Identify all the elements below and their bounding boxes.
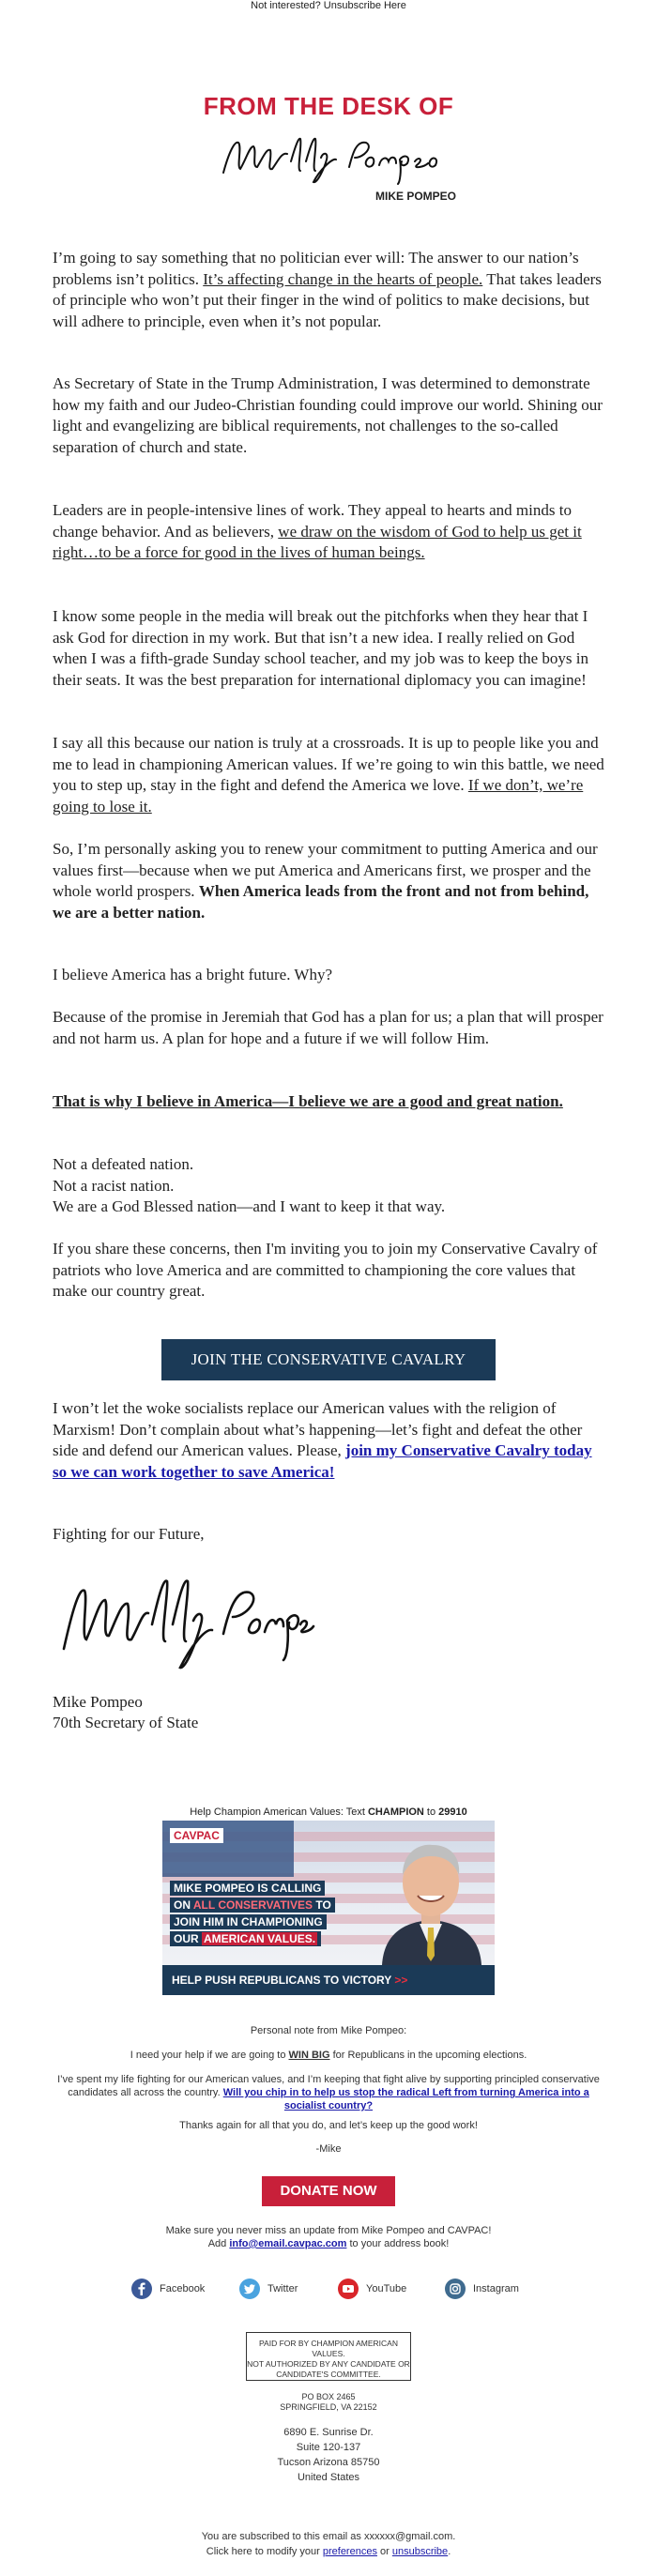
banner-arrows: >> xyxy=(394,1974,408,1987)
signer-name: Mike Pompeo xyxy=(53,1693,143,1711)
po-box-address xyxy=(0,2392,657,2413)
header-signature-image xyxy=(216,124,441,190)
subscribed-line: You are subscribed to this email as xxxxxx@gmail.com. xyxy=(201,2531,456,2542)
letter-paragraph-3 xyxy=(53,500,604,564)
banner-line-4-b: AMERICAN VALUES. xyxy=(204,1932,316,1945)
letter-paragraph-9 xyxy=(53,1091,604,1113)
letter-paragraph-4 xyxy=(53,606,604,691)
p4-text: I know some people in the media will break out the pitchforks when they hear that I ask God for direction in my work. But that isn’t a new idea. I really relied on God when I was a fifth-grade Sunday school teacher, and my job was to keep the boys in their seats. It was the best preparation for international diplomacy you can imagine! xyxy=(53,607,589,689)
help-text-c: for Republicans in the upcoming elections. xyxy=(329,2050,527,2061)
personal-note-heading: Personal note from Mike Pompeo: xyxy=(250,2025,407,2036)
p10-line-3: We are a God Blessed nation—and I want to keep it that way. xyxy=(53,1197,446,1215)
p10-line-2: Not a racist nation. xyxy=(53,1176,175,1195)
add-text-b: to your address book! xyxy=(346,2238,450,2249)
p9-bold-underlined: That is why I believe in America—I believe we are a good and great nation. xyxy=(53,1092,563,1110)
modify-text-c: . xyxy=(448,2546,451,2557)
p7-text: I believe America has a bright future. Why? xyxy=(53,966,333,983)
letter-paragraph-10 xyxy=(53,1154,604,1218)
p1-text-b: That takes leaders of principle who won’t put their finger in the wind of politics to make decisions, but will adhere to principle, even when it’s not popular. xyxy=(53,269,602,330)
subscription-info xyxy=(0,2529,657,2559)
p2-text: As Secretary of State in the Trump Administration, I was determined to demonstrate how my faith and our Judeo-Christian founding could improve our world. Shining our light and evangelizing are biblical requirements, not challenges to the so-called separation of church and state. xyxy=(53,374,603,456)
banner-bottom-text: HELP PUSH REPUBLICANS TO VICTORY xyxy=(172,1974,392,1987)
youtube-link[interactable] xyxy=(338,2278,406,2300)
twitter-icon xyxy=(239,2279,260,2299)
p6-text-a: So, I’m personally asking you to renew your commitment to putting America and our values first—because when we put America and Americans first, we prosper and the whole world prospers. xyxy=(53,840,598,900)
modify-line xyxy=(0,2544,657,2559)
unsubscribe-top-link[interactable]: Not interested? Unsubscribe Here xyxy=(251,0,406,11)
banner-victory-strip xyxy=(162,1965,495,1995)
p3-text-a: Leaders are in people-intensive lines of work. They appeal to hearts and minds to change behavior. And as believers, xyxy=(53,501,572,541)
twitter-link[interactable] xyxy=(239,2278,298,2300)
caption-shortcode: 29910 xyxy=(438,1806,467,1818)
caption-text-a: Help Champion American Values: Text xyxy=(190,1806,368,1818)
cavpac-banner-image[interactable] xyxy=(162,1821,495,1995)
instagram-icon xyxy=(445,2279,466,2299)
help-text-a: I need your help if we are going to xyxy=(130,2050,289,2061)
addr-line-1: 6890 E. Sunrise Dr. xyxy=(283,2427,374,2438)
footer-sign: -Mike xyxy=(315,2143,342,2155)
add-text-a: Add xyxy=(207,2238,230,2249)
facebook-link[interactable] xyxy=(131,2278,205,2300)
youtube-icon xyxy=(338,2279,359,2299)
instagram-link[interactable] xyxy=(445,2278,519,2300)
banner-line-2-c: TO xyxy=(313,1898,331,1912)
help-line xyxy=(0,2049,657,2062)
po-line-1: PO BOX 2465 xyxy=(301,2392,356,2401)
letter-paragraph-5 xyxy=(53,733,604,817)
paid-line-1: PAID FOR BY CHAMPION AMERICAN VALUES. xyxy=(259,2339,398,2358)
p1-text-a: I’m going to say something that no politician ever will: The answer to our nation’s problems isn’t politics. xyxy=(53,249,579,288)
modify-text-a: Click here to modify your xyxy=(206,2546,323,2557)
addr-line-3: Tucson Arizona 85750 xyxy=(277,2457,380,2468)
p11-text: If you share these concerns, then I'm inviting you to join my Conservative Cavalry of patriots who love America and are committed to championing the core values that make our country great. xyxy=(53,1240,598,1300)
chip-in-link[interactable]: Will you chip in to help us stop the radical Left from turning America into a socialist country? xyxy=(222,2087,589,2111)
letter-signature-image xyxy=(56,1559,319,1681)
preferences-link[interactable]: preferences xyxy=(322,2546,377,2557)
p5-underlined: If we don’t, we’re going to lose it. xyxy=(53,776,584,815)
youtube-label: YouTube xyxy=(366,2283,407,2294)
header-name-label: MIKE POMPEO xyxy=(375,190,457,203)
letter-closing xyxy=(53,1524,604,1546)
signer-title: 70th Secretary of State xyxy=(53,1714,199,1731)
join-conservative-cavalry-button[interactable]: JOIN THE CONSERVATIVE CAVALRY xyxy=(161,1339,496,1380)
from-the-desk-of-title: FROM THE DESK OF xyxy=(203,92,454,120)
letter-paragraph-12 xyxy=(53,1398,604,1483)
unsubscribe-link[interactable]: unsubscribe xyxy=(391,2546,449,2557)
thanks-line: Thanks again for all that you do, and let’s keep up the good work! xyxy=(179,2120,478,2131)
spent-text: I’ve spent my life fighting for our American values, and I’m keeping that fight alive by supporting principled conservative candidates all across the country. xyxy=(57,2074,600,2098)
po-line-2: SPRINGFIELD, VA 22152 xyxy=(280,2402,377,2412)
banner-caption xyxy=(0,1806,657,1818)
p10-line-1: Not a defeated nation. xyxy=(53,1155,194,1173)
paid-line-3: CANDIDATE'S COMMITTEE. xyxy=(276,2370,381,2379)
caption-text-c: to xyxy=(423,1806,439,1818)
letter-header xyxy=(0,92,657,223)
closing-text: Fighting for our Future, xyxy=(53,1525,205,1543)
mailing-address xyxy=(0,2425,657,2485)
letter-paragraph-7 xyxy=(53,965,604,986)
p12-text-a: I won’t let the woke socialists replace our American values with the religion of Marxism! Don’t complain about what’s happening—let’s fight and defeat the other side and defend our American values. Please, xyxy=(53,1399,583,1459)
letter-paragraph-8 xyxy=(53,1007,604,1049)
banner-line-1: MIKE POMPEO IS CALLING xyxy=(170,1881,325,1896)
paid-for-disclaimer xyxy=(246,2332,411,2381)
letter-paragraph-6 xyxy=(53,839,604,923)
join-cavalry-link[interactable]: join my Conservative Cavalry today so we can work together to save America! xyxy=(53,1441,592,1481)
donate-now-button[interactable]: DONATE NOW xyxy=(262,2176,395,2206)
facebook-label: Facebook xyxy=(160,2283,206,2294)
banner-line-4 xyxy=(170,1931,321,1946)
help-win-big: WIN BIG xyxy=(288,2050,330,2061)
p3-underlined: we draw on the wisdom of God to help us get it right…to be a force for good in the lives of human beings. xyxy=(53,522,582,561)
banner-line-2 xyxy=(170,1898,335,1913)
letter-paragraph-11 xyxy=(53,1239,604,1303)
never-miss-line: Make sure you never miss an update from Mike Pompeo and CAVPAC! xyxy=(165,2225,492,2236)
caption-keyword: CHAMPION xyxy=(367,1806,424,1818)
signature-block xyxy=(53,1692,198,1733)
p1-underlined: It’s affecting change in the hearts of people. xyxy=(203,269,483,288)
mike-pompeo-photo xyxy=(374,1834,487,1965)
facebook-icon xyxy=(131,2279,152,2299)
email-address-link[interactable]: info@email.cavpac.com xyxy=(229,2238,347,2249)
modify-text-b: or xyxy=(376,2546,392,2557)
spent-life-paragraph xyxy=(56,2073,601,2112)
cavpac-logo: CAVPAC xyxy=(170,1828,223,1843)
instagram-label: Instagram xyxy=(473,2283,519,2294)
banner-line-3: JOIN HIM IN CHAMPIONING xyxy=(170,1914,327,1929)
banner-line-2-a: ON xyxy=(174,1898,193,1912)
p6-bold: When America leads from the front and not from behind, we are a better nation. xyxy=(53,882,589,922)
p5-text-a: I say all this because our nation is truly at a crossroads. It is up to people like you and me to lead in championing American values. If we’re going to win this battle, we need you to step up, stay in the fight and defend the America we love. xyxy=(53,734,604,794)
addr-line-2: Suite 120-137 xyxy=(296,2442,361,2453)
addr-line-4: United States xyxy=(297,2472,360,2483)
banner-line-4-a: OUR xyxy=(174,1932,202,1945)
p8-text: Because of the promise in Jeremiah that God has a plan for us; a plan that will prosper and not harm us. A plan for hope and a future if we will follow Him. xyxy=(53,1008,604,1047)
banner-line-2-b: ALL CONSERVATIVES xyxy=(192,1898,313,1912)
twitter-label: Twitter xyxy=(267,2283,298,2294)
letter-paragraph-1 xyxy=(53,248,604,332)
letter-paragraph-2 xyxy=(53,373,604,458)
paid-line-2: NOT AUTHORIZED BY ANY CANDIDATE OR xyxy=(247,2359,410,2369)
add-address-line xyxy=(0,2237,657,2250)
social-links xyxy=(131,2278,554,2300)
